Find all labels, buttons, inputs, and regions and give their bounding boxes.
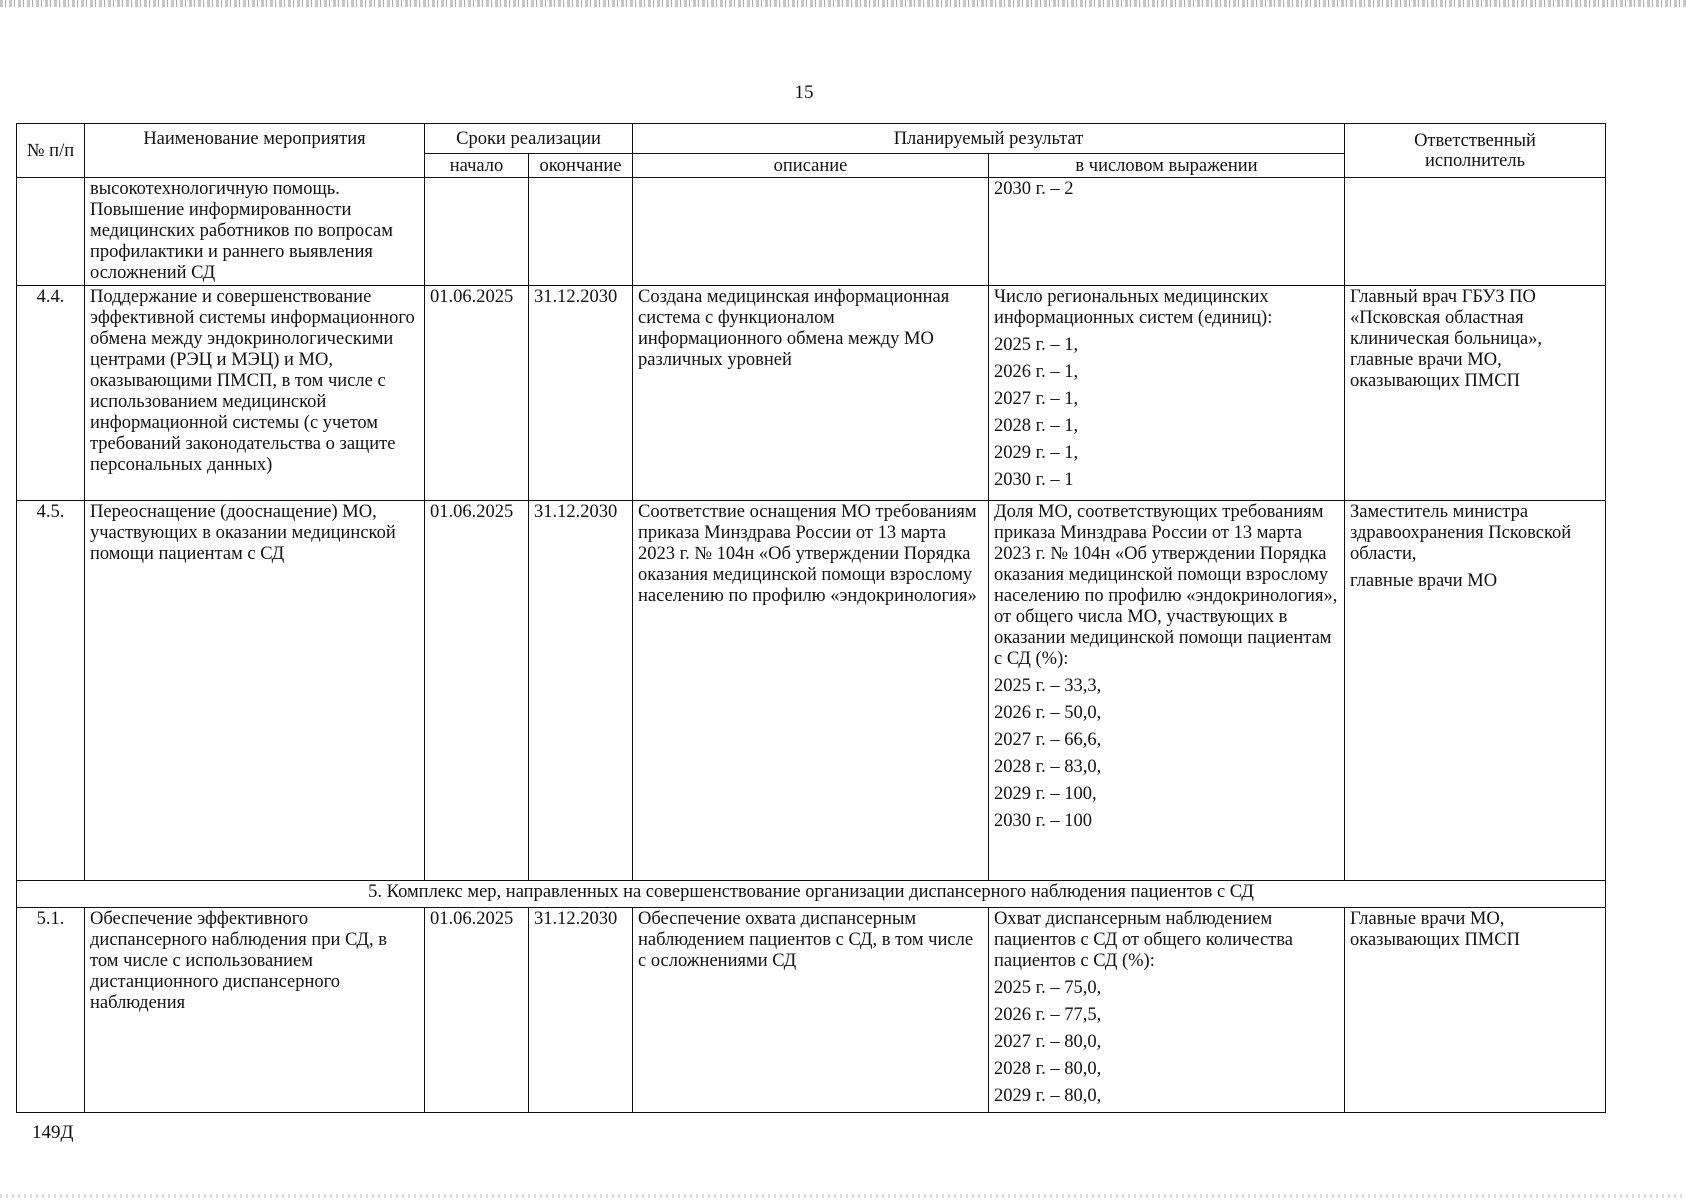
header-responsible: Ответственный исполнитель xyxy=(1345,124,1606,178)
row-value: 2030 г. – 2 xyxy=(994,179,1074,199)
scan-edge-top xyxy=(0,0,1686,7)
row-value: 2030 г. – 100 xyxy=(994,811,1093,831)
table-row xyxy=(17,178,1606,286)
row-value: 2025 г. – 1, xyxy=(994,335,1079,355)
row-value: 2028 г. – 83,0, xyxy=(994,757,1102,777)
header-result: Планируемый результат xyxy=(633,124,1345,154)
row-numeric xyxy=(989,178,1345,286)
row-responsible: Главный врач ГБУЗ ПО «Псковская областная клиническая больница», главные врачи МО, оказывающих ПМСП xyxy=(1345,286,1606,501)
row-value: 2027 г. – 80,0, xyxy=(994,1032,1102,1052)
row-start: 01.06.2025 xyxy=(425,908,529,1113)
section-title: 5. Комплекс мер, направленных на совершенствование организации диспансерного наблюдения пациентов с СД xyxy=(17,881,1606,908)
row-value: 2030 г. – 1 xyxy=(994,470,1074,490)
section-heading-row xyxy=(17,881,1606,908)
row-description xyxy=(633,178,989,286)
row-start: 01.06.2025 xyxy=(425,286,529,501)
page-number: 15 xyxy=(794,82,814,103)
header-numeric: в числовом выражении xyxy=(989,154,1345,178)
row-num: 4.5. xyxy=(17,501,85,881)
row-value: 2026 г. – 50,0, xyxy=(994,703,1102,723)
table-row xyxy=(17,501,1606,881)
header-description: описание xyxy=(633,154,989,178)
header-num: № п/п xyxy=(17,124,85,178)
row-value: 2029 г. – 80,0, xyxy=(994,1086,1102,1106)
row-description: Обеспечение охвата диспансерным наблюдением пациентов с СД, в том числе с осложнениями СД xyxy=(633,908,989,1113)
row-end: 31.12.2030 xyxy=(529,908,633,1113)
row-responsible-extra: главные врачи МО xyxy=(1350,571,1498,591)
table-row xyxy=(17,908,1606,1113)
row-num xyxy=(17,178,85,286)
row-responsible: Главные врачи МО, оказывающих ПМСП xyxy=(1345,908,1606,1113)
header-terms: Сроки реализации xyxy=(425,124,633,154)
row-value: 2027 г. – 1, xyxy=(994,389,1079,409)
row-numeric-intro: Число региональных медицинских информационных систем (единиц): xyxy=(994,287,1273,328)
document-code: 149Д xyxy=(32,1122,74,1143)
row-name: Переоснащение (дооснащение) МО, участвующих в оказании медицинской помощи пациентам с СД xyxy=(85,501,425,881)
row-responsible xyxy=(1345,501,1606,881)
row-name: Поддержание и совершенствование эффективной системы информационного обмена между эндокринологическими центрами (РЭЦ и МЭЦ) и МО, оказывающими ПМСП, в том числе с использованием медицинской информационной системы (с учетом требований законодательства о защите персональных данных) xyxy=(85,286,425,501)
header-end: окончание xyxy=(529,154,633,178)
row-value: 2028 г. – 80,0, xyxy=(994,1059,1102,1079)
row-description: Создана медицинская информационная система с функционалом информационного обмена между МО различных уровней xyxy=(633,286,989,501)
row-num: 5.1. xyxy=(17,908,85,1113)
row-responsible-main: Заместитель министра здравоохранения Псковской области, xyxy=(1350,502,1572,564)
row-numeric xyxy=(989,501,1345,881)
row-end: 31.12.2030 xyxy=(529,501,633,881)
row-numeric-intro: Охват диспансерным наблюдением пациентов с СД от общего количества пациентов с СД (%): xyxy=(994,909,1293,971)
row-num: 4.4. xyxy=(17,286,85,501)
table-row xyxy=(17,286,1606,501)
row-description: Соответствие оснащения МО требованиям приказа Минздрава России от 13 марта 2023 г. № 104н «Об утверждении Порядка оказания медицинской помощи взрослому населению по профилю «эндокринология» xyxy=(633,501,989,881)
row-value: 2026 г. – 1, xyxy=(994,362,1079,382)
row-numeric xyxy=(989,286,1345,501)
row-value: 2026 г. – 77,5, xyxy=(994,1005,1102,1025)
action-plan-table xyxy=(16,123,1606,1113)
row-name: высокотехнологичную помощь. Повышение информированности медицинских работников по вопросам профилактики и раннего выявления осложнений СД xyxy=(85,178,425,286)
row-numeric-intro: Доля МО, соответствующих требованиям приказа Минздрава России от 13 марта 2023 г. № 104н «Об утверждении Порядка оказания медицинской помощи взрослому населению по профилю «эндокринология», от общего числа МО, участвующих в оказании медицинской помощи пациентам с СД (%): xyxy=(994,502,1338,669)
header-start: начало xyxy=(425,154,529,178)
row-end: 31.12.2030 xyxy=(529,286,633,501)
row-value: 2027 г. – 66,6, xyxy=(994,730,1102,750)
row-value: 2028 г. – 1, xyxy=(994,416,1079,436)
row-name: Обеспечение эффективного диспансерного наблюдения при СД, в том числе с использованием дистанционного диспансерного наблюдения xyxy=(85,908,425,1113)
row-value: 2029 г. – 100, xyxy=(994,784,1097,804)
row-start xyxy=(425,178,529,286)
row-value: 2029 г. – 1, xyxy=(994,443,1079,463)
header-name: Наименование мероприятия xyxy=(85,124,425,178)
row-end xyxy=(529,178,633,286)
row-responsible xyxy=(1345,178,1606,286)
row-value: 2025 г. – 33,3, xyxy=(994,676,1102,696)
row-start: 01.06.2025 xyxy=(425,501,529,881)
scan-edge-bottom xyxy=(0,1194,1686,1198)
row-value: 2025 г. – 75,0, xyxy=(994,978,1102,998)
row-numeric xyxy=(989,908,1345,1113)
